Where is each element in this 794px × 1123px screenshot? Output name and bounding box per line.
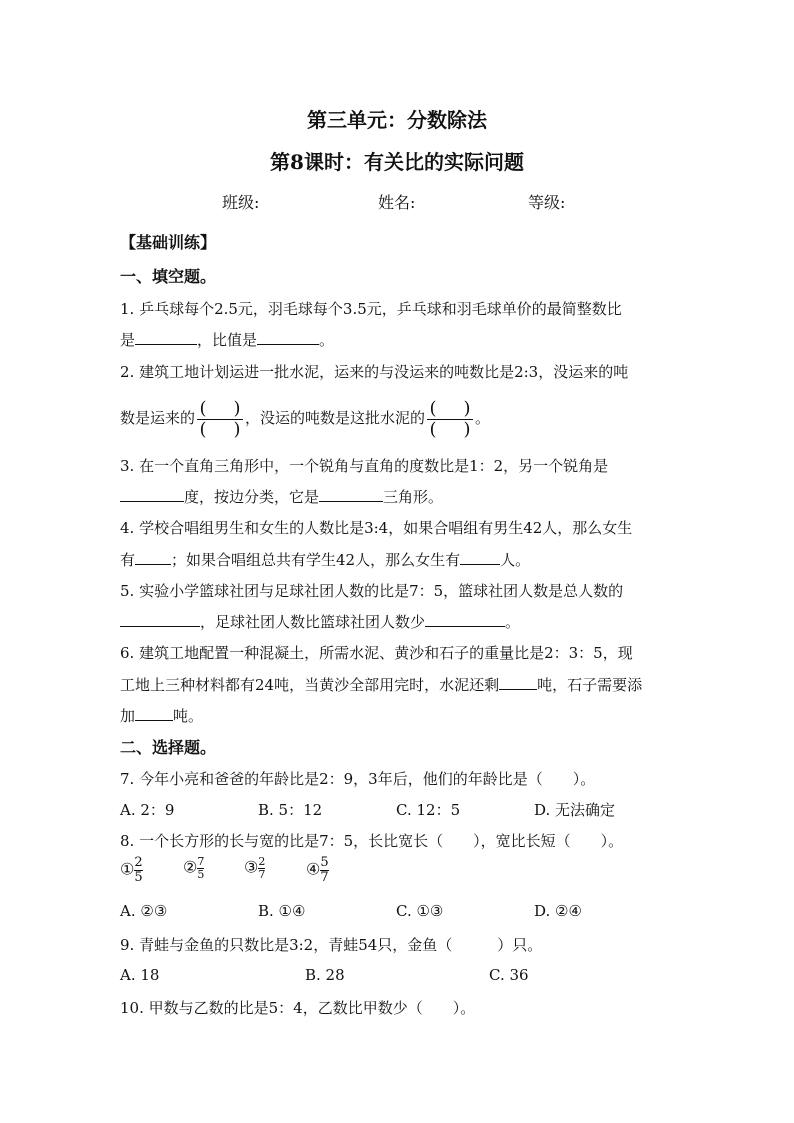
answer-blank[interactable] — [135, 705, 173, 721]
fraction: $\frac{2}{7}$ — [258, 855, 266, 881]
question-1-line1: 1. 乒乓球每个2.5元，羽毛球每个3.5元，乒乓球和羽毛球单价的最简整数比 — [120, 300, 622, 318]
question-3-line2: 度，按边分类，它是 三角形。 — [120, 486, 680, 508]
q8-option-b[interactable]: B. ①④ — [258, 902, 306, 920]
question-2-line1: 2. 建筑工地计划运进一批水泥，运来的与没运来的吨数比是2:3，没运来的吨 — [120, 363, 629, 381]
name-label: 姓名: — [378, 193, 416, 212]
answer-blank[interactable] — [460, 549, 500, 565]
question-5-line1: 5. 实验小学篮球社团与足球社团人数的比是7：5，篮球社团人数是总人数的 — [120, 582, 624, 600]
q8-choice-1: $①\frac{2}{5}$ — [120, 855, 143, 885]
question-6-line2: 工地上三种材料都有24吨，当黄沙全部用完时，水泥还剩 吨，石子需要添 — [120, 676, 643, 694]
question-8: 8. 一个长方形的长与宽的比是7：5，长比宽长（ ），宽比长短（ ）。 — [120, 832, 624, 850]
question-9: 9. 青蛙与金鱼的只数比是3:2，青蛙54只，金鱼（ ）只。 — [120, 936, 543, 954]
fraction-answer-box[interactable]: $\frac{( )}{( )}$ — [427, 399, 473, 440]
q8-choice-3: $③\frac{2}{7}$ — [244, 855, 266, 881]
answer-blank[interactable] — [257, 329, 319, 345]
fraction: $\frac{7}{5}$ — [197, 855, 205, 881]
lesson-title: 第8课时：有关比的实际问题 — [270, 150, 524, 174]
question-6-line1: 6. 建筑工地配置一种混凝土，所需水泥、黄沙和石子的重量比是2：3：5，现 — [120, 644, 633, 662]
class-label: 班级: — [222, 193, 260, 212]
q8-choice-2: $②\frac{7}{5}$ — [183, 855, 205, 881]
q8-option-d[interactable]: D. ②④ — [534, 902, 582, 920]
question-4-line2: 有 ；如果合唱组总共有学生42人，那么女生有 人。 — [120, 551, 531, 569]
q9-option-a[interactable]: A. 18 — [120, 966, 160, 984]
question-5-line2: ，足球社团人数比篮球社团人数少 。 — [120, 611, 680, 633]
part1-heading: 一、填空题。 — [120, 267, 217, 286]
q8-option-c[interactable]: C. ①③ — [396, 902, 444, 920]
question-3-line1: 3. 在一个直角三角形中，一个锐角与直角的度数比是1：2，另一个锐角是 — [120, 457, 609, 475]
question-2-line2: 数是运来的 $\frac{( )}{( )}$ ，没运的吨数是这批水泥的 $\frac{( )}{( )}$ 。 — [120, 397, 491, 440]
q8-option-a[interactable]: A. ②③ — [120, 902, 168, 920]
answer-blank[interactable] — [120, 611, 200, 627]
answer-blank[interactable] — [120, 486, 184, 502]
q9-option-b[interactable]: B. 28 — [305, 966, 345, 984]
answer-blank[interactable] — [319, 486, 383, 502]
answer-blank[interactable] — [425, 611, 505, 627]
question-1-line2: 是 ，比值是 。 — [120, 331, 335, 349]
question-4-line1: 4. 学校合唱组男生和女生的人数比是3:4，如果合唱组有男生42人，那么女生 — [120, 519, 633, 537]
q8-choice-4: $④\frac{5}{7}$ — [306, 855, 329, 885]
q7-option-a[interactable]: A. 2：9 — [120, 801, 175, 819]
part2-heading: 二、选择题。 — [120, 738, 217, 757]
answer-blank[interactable] — [135, 329, 197, 345]
fraction-answer-box[interactable]: $\frac{( )}{( )}$ — [197, 399, 243, 440]
question-6-line3: 加 吨。 — [120, 707, 204, 725]
q7-option-d[interactable]: D. 无法确定 — [534, 801, 616, 819]
question-10: 10. 甲数与乙数的比是5：4，乙数比甲数少（ ）。 — [120, 999, 476, 1017]
q9-option-c[interactable]: C. 36 — [489, 966, 529, 984]
grade-label: 等级: — [528, 193, 566, 212]
fraction: $\frac{5}{7}$ — [320, 855, 329, 885]
answer-blank[interactable] — [499, 674, 537, 690]
question-7: 7. 今年小亮和爸爸的年龄比是2：9，3年后，他们的年龄比是（ ）。 — [120, 770, 596, 788]
q7-option-c[interactable]: C. 12：5 — [396, 801, 461, 819]
unit-title: 第三单元：分数除法 — [307, 108, 487, 132]
q7-option-b[interactable]: B. 5：12 — [258, 801, 323, 819]
fraction: $\frac{2}{5}$ — [134, 855, 143, 885]
section-basic-training: 【基础训练】 — [120, 233, 217, 252]
answer-blank[interactable] — [135, 549, 171, 565]
